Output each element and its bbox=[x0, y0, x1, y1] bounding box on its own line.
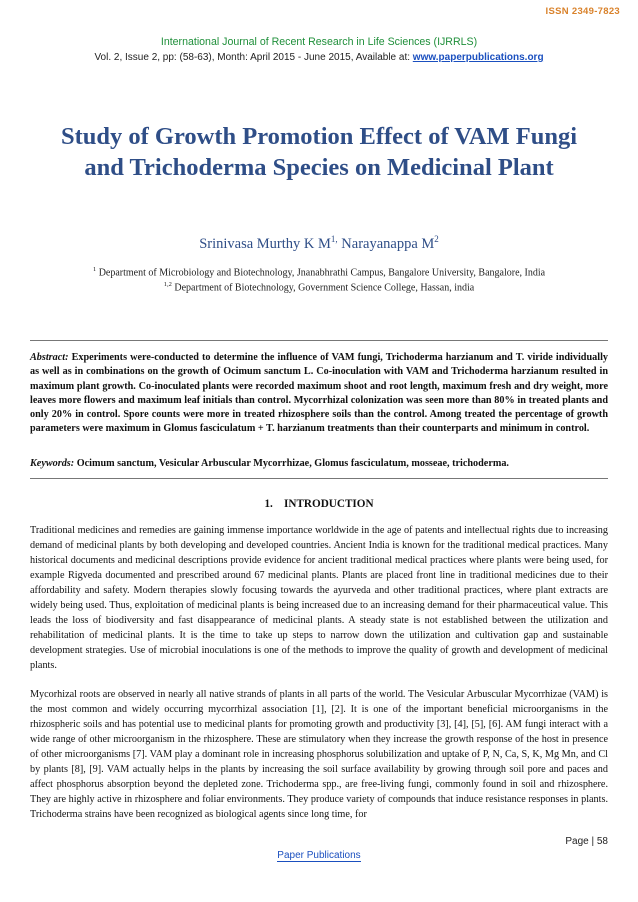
publisher-link[interactable]: Paper Publications bbox=[277, 850, 361, 861]
website-link[interactable]: www.paperpublications.org bbox=[412, 52, 544, 63]
issn-label: ISSN 2349-7823 bbox=[545, 6, 620, 17]
abstract-label: Abstract: bbox=[30, 352, 69, 363]
divider-bottom bbox=[30, 478, 608, 479]
keywords-label: Keywords: bbox=[30, 458, 75, 469]
volume-text: Vol. 2, Issue 2, pp: (58-63), Month: April 2015 - June 2015, Available at: bbox=[94, 52, 413, 63]
keywords-text: Ocimum sanctum, Vesicular Arbuscular Mycorrhizae, Glomus fasciculatum, mosseae, trichoderma. bbox=[76, 458, 509, 469]
affiliation-1 bbox=[0, 266, 638, 278]
authors-line bbox=[0, 234, 638, 253]
abstract bbox=[30, 351, 608, 437]
paragraph-1: Traditional medicines and remedies are gaining immense importance worldwide in the age of patents and intellectual rights due to increasing demand of medicinal plants by both developing and developed countries. Ancient India is known for the traditional medical practices. Many historical documents and medicinal descriptions provide evidence for ancient traditional medical practices where plants were being used, for example Rigveda documented and prescribed around 67 medicinal plants. Plants are placed front line in traditional medicines due to their affordability and safety. Modern therapies slowly focusing towards the ayurveda and other traditional practices, where plant extracts are widely being used. Thus, exploitation of medicinal plants is being increased due to an increasing demand for their pharmaceutical value. This leads the loss of biodiversity and fast disappearance of medicinal plants. A steady state is not established between the utilization and rehabilitation of medicinal plants. It is the time to take up steps to narrow down the utilization and cultivation gap and sustainable development strategies. Use of microbial inoculations is one of the methods to improve the quality of growth and development of medicinal plants. bbox=[30, 525, 608, 671]
keywords bbox=[30, 458, 608, 469]
journal-title: International Journal of Recent Research in Life Sciences (IJRRLS) bbox=[160, 36, 478, 48]
author-2: Narayanappa M bbox=[341, 235, 435, 252]
affiliation-2-text: Department of Biotechnology, Government Science College, Hassan, india bbox=[174, 282, 475, 294]
abstract-text: Experiments were-conducted to determine the influence of VAM fungi, Trichoderma harzianum and T. viride individually as well as in combinations on the growth of Ocimum sanctum L. Co-inoculation with VAM and Trichoderma harzianum resulted in maximum plant growth. Co-inoculated plants were recorded maximum shoot and root length, maximum fresh and dry weight, more leaves more flowers and maximum leaf initials than control. Mycorrhizal colonization was seen more than 80% in treated plants and only 20% in control. Spore counts were more in treated rhizosphere soils than the control. Among treated the percentage of growth parameters were maximum in Glomus fasciculatum + T. harzianum treatments than their counterparts and minimum in control. bbox=[30, 352, 608, 435]
volume-info bbox=[0, 52, 638, 63]
page-number: Page | 58 bbox=[565, 836, 608, 847]
affiliation-2 bbox=[0, 281, 638, 293]
affiliation-1-text: Department of Microbiology and Biotechnology, Jnanabhrathi Campus, Bangalore University, Bangalore, India bbox=[98, 267, 546, 279]
affiliation-1-sup: 1 bbox=[92, 266, 97, 273]
divider-top bbox=[30, 340, 608, 341]
author-1: Srinivasa Murthy K M bbox=[199, 235, 331, 252]
section-heading bbox=[0, 498, 638, 510]
paragraph-2: Mycorhizal roots are observed in nearly all native strands of plants in all parts of the world. The Vesicular Arbuscular Mycorrhizae (VAM) is the most common and widely occurring mycorrhizal association [1], [2]. It is one of the important beneficial microorganisms in the rhizospheric soils and has potential use to medicinal plants for promoting growth and productivity [3], [4], [5], [6]. AM fungi interact with a wide range of other microorganism in the rhizosphere. These are stimulatory when they increase the growth response of the host in presence of other microorganisms [7]. VAM play a dominant role in increasing phosphorus solubilization and uptake of P, N, Ca, S, K, Mg Mn, and Cl by plants [8], [9]. VAM actually helps in the plants by increasing the soil surface availability by growing through soil pore and paces and affect phosphorus absorption beyond the depleted zone. Trichoderma spp., are free-living fungi, commonly found in soil and rhizosphere. They are highly active in rhizosphere and foliar environments. They produce variety of compounds that induce resistance responses in plants. Trichoderma strains have been recognized as biological agents since long time, for bbox=[30, 689, 608, 820]
paper-title: Study of Growth Promotion Effect of VAM Fungi and Trichoderma Species on Medicinal Plant bbox=[60, 123, 578, 181]
author-2-sup: 2 bbox=[434, 234, 439, 244]
section-title: INTRODUCTION bbox=[284, 498, 374, 510]
author-1-sup: 1, bbox=[330, 234, 338, 244]
section-number: 1. bbox=[264, 498, 273, 510]
footer-publisher bbox=[0, 850, 638, 861]
affiliation-2-sup: 1,2 bbox=[163, 281, 172, 288]
